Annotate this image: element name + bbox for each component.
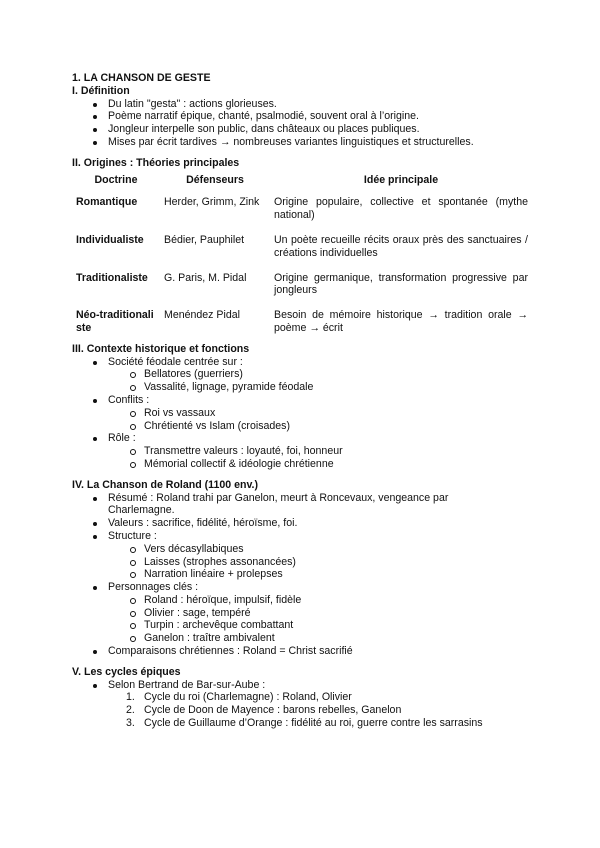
list-item: Poème narratif épique, chanté, psalmodié, souvent oral à l’origine. [72,110,532,123]
table-cell: Individualiste [76,233,144,246]
bullet-icon [93,128,97,132]
list-item: Du latin "gesta" : actions glorieuses. [72,98,532,111]
table-cell: Traditionaliste [76,271,148,284]
list-item: Mises par écrit tardives → nombreuses variantes linguistiques et structurelles. [72,136,532,149]
sub-list-item: Vassalité, lignage, pyramide féodale [72,381,532,394]
table-cell: Bédier, Pauphilet [164,233,245,246]
section-heading: II. Origines : Théories principales [72,156,240,169]
bullet-icon [93,437,97,441]
sub-list-item: Vers décasyllabiques [72,543,532,556]
table-row [72,196,532,234]
section-heading: V. Les cycles épiques [72,665,181,678]
sub-list-item: Bellatores (guerriers) [72,368,532,381]
table-cell: Un poète recueille récits oraux près des sanctuaires / créations individuelles [274,233,528,259]
table-cell: Menéndez Pidal [164,309,240,322]
numbered-item: 3. Cycle de Guillaume d’Orange : fidélité au roi, guerre contre les sarrasins [126,717,483,730]
section-heading: IV. La Chanson de Roland (1100 env.) [72,478,259,491]
circle-bullet-icon [130,611,136,617]
column-header: Défenseurs [186,173,244,186]
section-roland [72,479,532,658]
circle-bullet-icon [130,449,136,455]
column-header: Idée principale [363,173,439,186]
section-definition [72,85,532,149]
column-header: Doctrine [94,173,138,186]
table-cell: Origine germanique, transformation progressive par jongleurs [274,271,528,297]
bullet-icon [93,650,97,654]
sub-list-item: Mémorial collectif & idéologie chrétienne [72,458,532,471]
circle-bullet-icon [130,572,136,578]
bullet-icon [93,399,97,403]
list-item: Structure : [72,530,532,543]
list-item: Valeurs : sacrifice, fidélité, héroïsme, foi. [72,517,532,530]
sub-list-item: Roi vs vassaux [72,407,532,420]
table-row [72,272,532,310]
table-cell: Néo-traditionaliste [76,309,154,334]
numbered-item: 1. Cycle du roi (Charlemagne) : Roland, Olivier [126,691,352,704]
section-heading: I. Définition [72,84,130,97]
list-item: Comparaisons chrétiennes : Roland = Christ sacrifié [72,645,532,658]
list-item: Personnages clés : [72,581,532,594]
circle-bullet-icon [130,623,136,629]
number-marker: 3. [126,717,135,730]
table-cell: Besoin de mémoire historique → tradition orale → poème → écrit [274,309,528,334]
circle-bullet-icon [130,372,136,378]
sub-list-item: Roland : héroïque, impulsif, fidèle [72,594,532,607]
section-origines [72,157,532,347]
sub-list-item: Narration linéaire + prolepses [72,568,532,581]
bullet-icon [93,684,97,688]
circle-bullet-icon [130,462,136,468]
section-cycles [72,666,532,730]
number-marker: 2. [126,704,135,717]
list-item: Jongleur interpelle son public, dans châteaux ou places publiques. [72,123,532,136]
circle-bullet-icon [130,547,136,553]
circle-bullet-icon [130,411,136,417]
doctrines-table [72,172,532,347]
bullet-icon [93,497,97,501]
bullet-icon [93,535,97,539]
table-row [72,309,532,347]
table-cell: Herder, Grimm, Zink [164,196,260,209]
numbered-item: 2. Cycle de Doon de Mayence : barons rebelles, Ganelon [126,704,402,717]
document-page [72,72,532,730]
table-row [72,234,532,272]
sub-list-item: Transmettre valeurs : loyauté, foi, honneur [72,445,532,458]
bullet-icon [93,361,97,365]
list-item: Conflits : [72,394,532,407]
bullet-icon [93,115,97,119]
sub-list-item: Olivier : sage, tempéré [72,607,532,620]
circle-bullet-icon [130,636,136,642]
circle-bullet-icon [130,598,136,604]
bullet-icon [93,141,97,145]
bullet-icon [93,103,97,107]
sub-list-item: Laisses (strophes assonancées) [72,556,532,569]
bullet-icon [93,522,97,526]
sub-list-item: Chrétienté vs Islam (croisades) [72,420,532,433]
circle-bullet-icon [130,424,136,430]
list-item: Selon Bertrand de Bar-sur-Aube : [72,679,532,692]
sub-list-item: Ganelon : traître ambivalent [72,632,532,645]
list-item: Résumé : Roland trahi par Ganelon, meurt à Roncevaux, vengeance par Charlemagne. [72,492,532,518]
sub-list-item: Turpin : archevêque combattant [72,619,532,632]
bullet-icon [93,586,97,590]
circle-bullet-icon [130,385,136,391]
list-item: Société féodale centrée sur : [72,356,532,369]
document-title: 1. LA CHANSON DE GESTE [72,72,211,84]
table-cell: G. Paris, M. Pidal [164,271,247,284]
table-cell: Origine populaire, collective et spontanée (mythe national) [274,196,528,222]
number-marker: 1. [126,691,135,704]
section-contexte [72,343,532,471]
list-item: Rôle : [72,432,532,445]
table-cell: Romantique [76,196,138,209]
section-heading: III. Contexte historique et fonctions [72,342,250,355]
circle-bullet-icon [130,560,136,566]
